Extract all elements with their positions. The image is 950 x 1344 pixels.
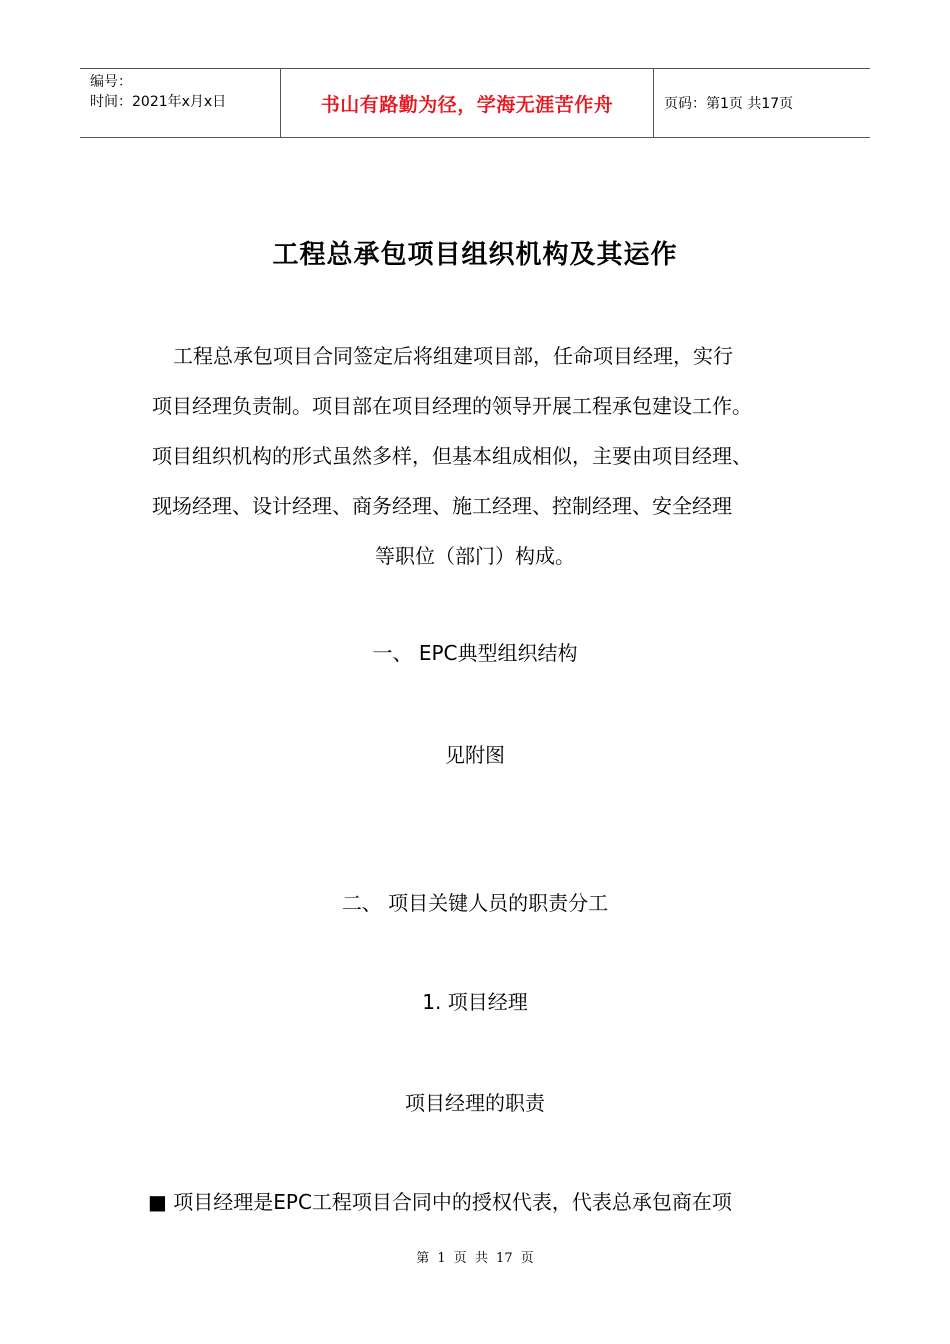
page-info: 页码：第1页 共17页 xyxy=(664,96,794,112)
section2-heading: 二、 项目关键人员的职责分工 xyxy=(341,891,609,915)
intro-line-2: 项目经理负责制。项目部在项目经理的领导开展工程承包建设工作。 xyxy=(152,394,752,418)
bullet-item: ■ 项目经理是EPC工程项目合同中的授权代表，代表总承包商在项 xyxy=(148,1190,732,1214)
header-meta-cell xyxy=(80,69,281,137)
number-label: 编号： xyxy=(90,74,132,90)
date-label: 时间：2021年x月x日 xyxy=(90,94,227,110)
header-table xyxy=(80,68,870,138)
subsection1-heading: 1. 项目经理 xyxy=(422,990,528,1014)
section1-heading: 一、 EPC典型组织结构 xyxy=(372,641,578,665)
intro-line-1: 工程总承包项目合同签定后将组建项目部，任命项目经理，实行 xyxy=(173,344,733,368)
subsection1-sub: 项目经理的职责 xyxy=(405,1091,545,1115)
intro-line-4: 现场经理、设计经理、商务经理、施工经理、控制经理、安全经理 xyxy=(152,494,732,518)
section1-body: 见附图 xyxy=(445,743,505,767)
motto: 书山有路勤为径，学海无涯苦作舟 xyxy=(320,93,614,116)
page-footer: 第 1 页 共 17 页 xyxy=(416,1251,534,1266)
intro-line-3: 项目组织机构的形式虽然多样，但基本组成相似，主要由项目经理、 xyxy=(152,444,752,468)
header-page-cell xyxy=(654,69,870,137)
header-motto-cell xyxy=(281,69,654,137)
document-title: 工程总承包项目组织机构及其运作 xyxy=(272,240,678,270)
intro-line-5: 等职位（部门）构成。 xyxy=(375,544,575,568)
